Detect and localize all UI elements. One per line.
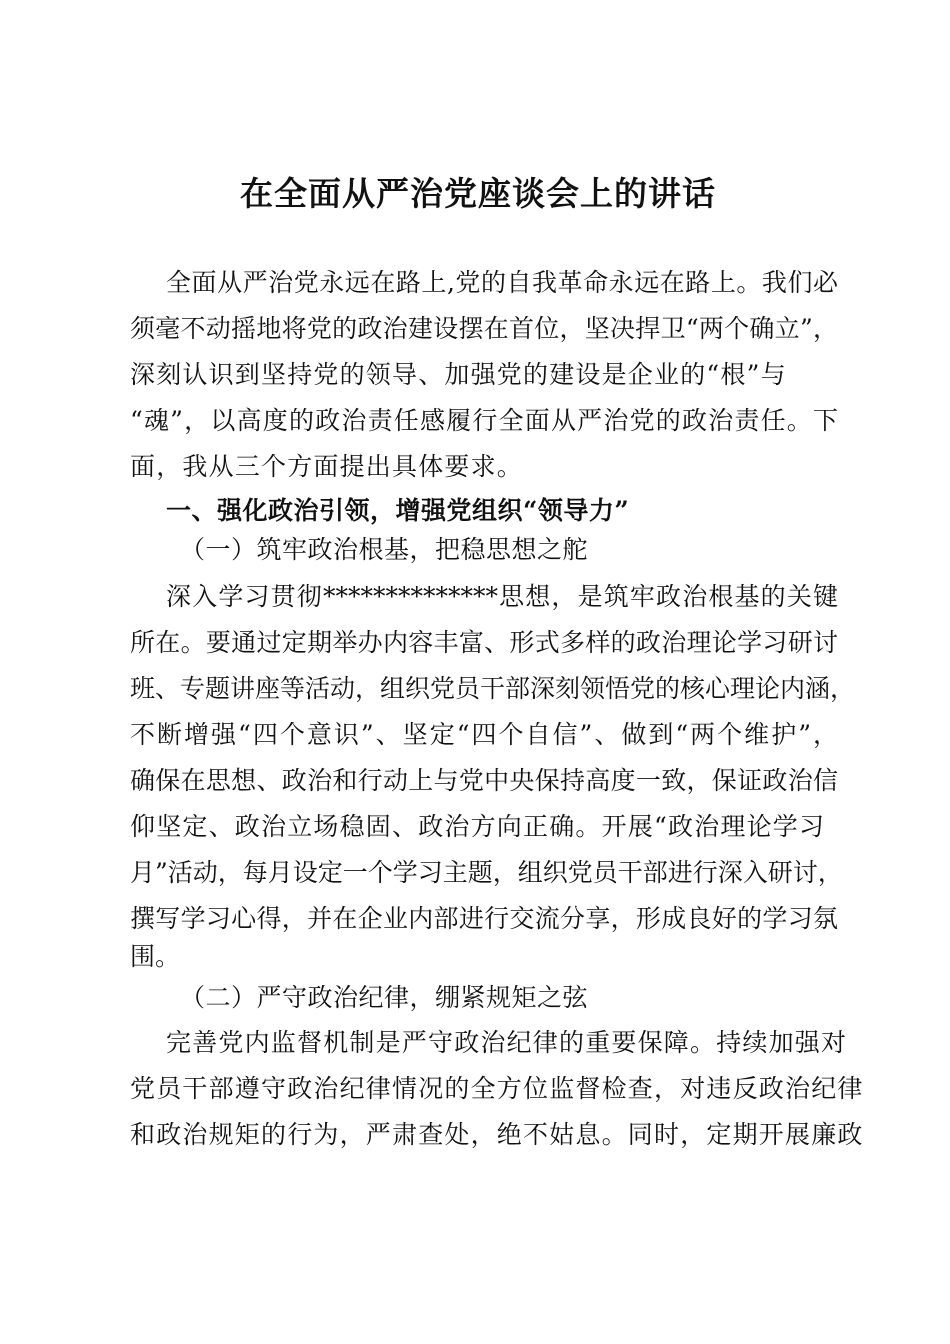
subsection-heading: （二）严守政治纪律，绷紧规矩之弦 — [180, 983, 589, 1012]
text-line: 党员干部遵守政治纪律情况的全方位监督检查，对违反政治纪律 — [130, 1074, 864, 1103]
subsection-heading: （一）筑牢政治根基，把稳思想之舵 — [180, 535, 589, 564]
text-line: 面，我从三个方面提出具体要求。 — [130, 452, 524, 481]
text-line: 不断增强“四个意识”、坚定“四个自信”、做到“两个维护”， — [130, 720, 838, 749]
text-line: 深刻认识到坚持党的领导、加强党的建设是企业的“根”与 — [130, 360, 787, 389]
section-heading: 一、强化政治引领，增强党组织“领导力” — [166, 496, 630, 525]
text-line: 完善党内监督机制是严守政治纪律的重要保障。持续加强对 — [166, 1028, 848, 1057]
text-line: 撰写学习心得，并在企业内部进行交流分享，形成良好的学习氛 — [130, 904, 838, 933]
document-title: 在全面从严治党座谈会上的讲话 — [240, 174, 716, 213]
text-line: 月”活动，每月设定一个学习主题，组织党员干部进行深入研讨， — [130, 858, 843, 887]
text-line: 所在。要通过定期举办内容丰富、形式多样的政治理论学习研讨 — [130, 628, 838, 657]
text-line: 全面从严治党永远在路上,党的自我革命永远在路上。我们必 — [166, 268, 838, 297]
text-line: “魂”，以高度的政治责任感履行全面从严治党的政治责任。下 — [130, 406, 838, 435]
text-line: 须毫不动摇地将党的政治建设摆在首位，坚决捍卫“两个确立”， — [130, 314, 838, 343]
text-line: 和政治规矩的行为，严肃查处，绝不姑息。同时，定期开展廉政 — [130, 1120, 864, 1149]
text-line: 确保在思想、政治和行动上与党中央保持高度一致，保证政治信 — [130, 766, 838, 795]
text-line: 仰坚定、政治立场稳固、政治方向正确。开展“政治理论学习 — [130, 812, 826, 841]
text-line: 班、专题讲座等活动，组织党员干部深刻领悟党的核心理论内涵， — [130, 674, 856, 703]
text-line: 深入学习贯彻**************思想，是筑牢政治根基的关键 — [166, 582, 838, 611]
text-line: 围。 — [130, 942, 181, 971]
